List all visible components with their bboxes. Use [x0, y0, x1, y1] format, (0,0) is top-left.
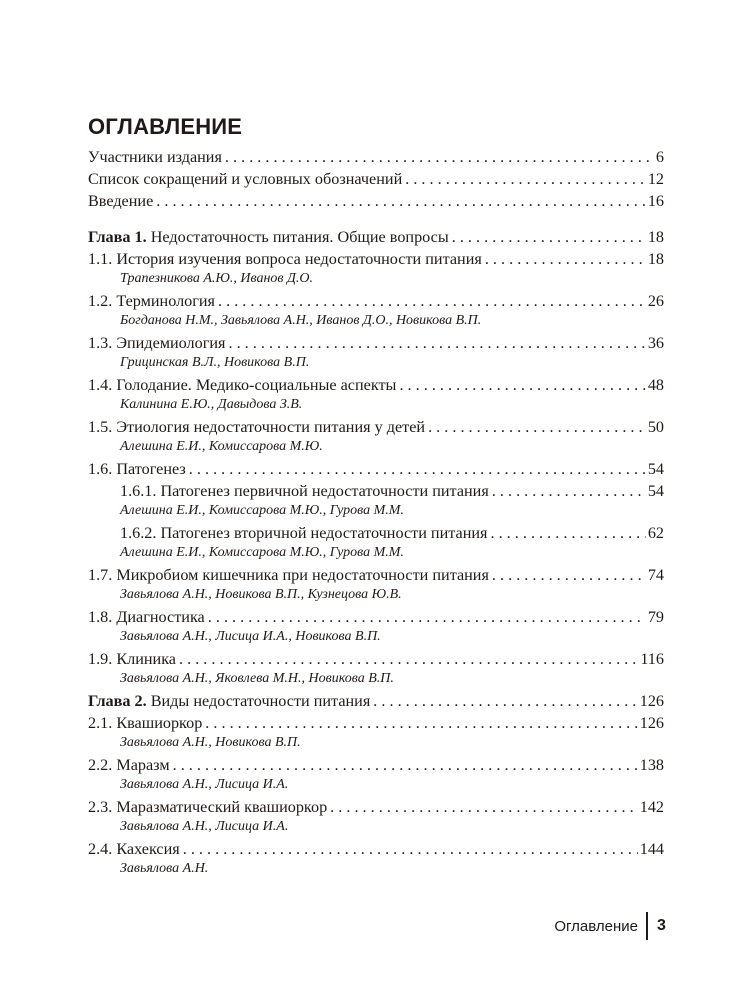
leader-dots: [330, 796, 638, 818]
entry-page: 12: [647, 170, 664, 188]
entry-label: 1.9. Клиника: [88, 650, 176, 668]
entry-authors: Трапезникова А.Ю., Иванов Д.О.: [120, 271, 314, 286]
entry-label: 1.1. История изучения вопроса недостаточности питания: [88, 250, 482, 268]
entry-label: 1.6.1. Патогенез первичной недостаточности питания: [120, 482, 489, 500]
entry-label: 1.8. Диагностика: [88, 608, 205, 626]
entry-label: 1.6. Патогенез: [88, 460, 186, 478]
entry-label: [88, 690, 370, 712]
leader-dots: [492, 480, 646, 502]
entry-authors: Алешина Е.И., Комиссарова М.Ю., Гурова М.М.: [120, 545, 404, 560]
entry-label: 2.3. Маразматический квашиоркор: [88, 798, 328, 816]
entry-page: 50: [647, 418, 664, 436]
footer-divider: [646, 912, 648, 940]
entry-page: 18: [647, 228, 664, 246]
page-footer: [0, 912, 750, 942]
entry-label: 1.7. Микробиом кишечника при недостаточности питания: [88, 566, 489, 584]
entry-label: 1.2. Терминология: [88, 292, 216, 310]
toc-entry-1-6-2[interactable]: [88, 522, 664, 544]
leader-dots: [492, 564, 646, 586]
leader-dots: [373, 690, 637, 712]
leader-dots: [399, 374, 645, 396]
running-footer-section: Оглавление: [554, 918, 638, 935]
entry-authors: Завьялова А.Н., Лисица И.А.: [120, 819, 289, 834]
toc-entry-introduction[interactable]: [88, 190, 664, 212]
entry-label: 1.5. Этиология недостаточности питания у детей: [88, 418, 426, 436]
entry-authors: Алешина Е.И., Комиссарова М.Ю., Гурова М.М.: [120, 503, 404, 518]
entry-page: 138: [639, 756, 664, 774]
toc-entries: [88, 146, 664, 880]
chapter-prefix: Глава 2.: [88, 692, 147, 710]
entry-page: 36: [647, 334, 664, 352]
entry-label: [88, 226, 449, 248]
toc-entry-1-6-1[interactable]: [88, 480, 664, 502]
leader-dots: [183, 838, 638, 860]
entry-authors: Завьялова А.Н., Лисица И.А., Новикова В.П.: [120, 629, 381, 644]
entry-page: 116: [640, 650, 664, 668]
toc-entry-1-7[interactable]: [88, 564, 664, 586]
entry-page: 142: [639, 798, 664, 816]
entry-page: 126: [639, 692, 664, 710]
toc-entry-1-1[interactable]: [88, 248, 664, 270]
toc-entry-chapter-1[interactable]: [88, 226, 664, 248]
chapter-prefix: Глава 1.: [88, 228, 147, 246]
entry-page: 26: [647, 292, 664, 310]
entry-label: Список сокращений и условных обозначений: [88, 170, 403, 188]
entry-label: 1.3. Эпидемиология: [88, 334, 226, 352]
entry-authors: Завьялова А.Н.: [120, 861, 209, 876]
leader-dots: [189, 458, 646, 480]
leader-dots: [228, 332, 645, 354]
entry-page: 54: [647, 482, 664, 500]
page-number: 3: [657, 917, 666, 934]
entry-page: 74: [647, 566, 664, 584]
chapter-title: Виды недостаточности питания: [150, 692, 371, 710]
toc-entry-1-6[interactable]: [88, 458, 664, 480]
toc-entry-2-4[interactable]: [88, 838, 664, 860]
toc-entry-1-2[interactable]: [88, 290, 664, 312]
leader-dots: [490, 522, 645, 544]
leader-dots: [173, 754, 638, 776]
toc-entry-contributors[interactable]: [88, 146, 664, 168]
leader-dots: [208, 606, 646, 628]
entry-authors: Грицинская В.Л., Новикова В.П.: [120, 355, 310, 370]
leader-dots: [452, 226, 646, 248]
toc-entry-1-3[interactable]: [88, 332, 664, 354]
toc-title: ОГЛАВЛЕНИЕ: [88, 114, 243, 139]
entry-page: 79: [647, 608, 664, 626]
entry-authors: Завьялова А.Н., Новикова В.П., Кузнецова Ю.В.: [120, 587, 402, 602]
entry-authors: Калинина Е.Ю., Давыдова З.В.: [120, 397, 303, 412]
leader-dots: [485, 248, 646, 270]
toc-entry-2-2[interactable]: [88, 754, 664, 776]
entry-authors: Алешина Е.И., Комиссарова М.Ю.: [120, 439, 323, 454]
entry-authors: Завьялова А.Н., Новикова В.П.: [120, 735, 301, 750]
leader-dots: [428, 416, 646, 438]
toc-entry-abbreviations[interactable]: [88, 168, 664, 190]
entry-page: 126: [639, 714, 664, 732]
chapter-title: Недостаточность питания. Общие вопросы: [150, 228, 449, 246]
entry-label: 2.4. Кахексия: [88, 840, 180, 858]
entry-page: 6: [655, 148, 664, 166]
entry-authors: Богданова Н.М., Завьялова А.Н., Иванов Д.О., Новикова В.П.: [120, 313, 482, 328]
leader-dots: [156, 190, 646, 212]
entry-authors: Завьялова А.Н., Яковлева М.Н., Новикова В.П.: [120, 671, 394, 686]
toc-entry-2-3[interactable]: [88, 796, 664, 818]
entry-page: 18: [647, 250, 664, 268]
entry-label: Введение: [88, 192, 154, 210]
toc-entry-2-1[interactable]: [88, 712, 664, 734]
leader-dots: [218, 290, 646, 312]
entry-page: 48: [647, 376, 664, 394]
leader-dots: [179, 648, 638, 670]
entry-page: 144: [639, 840, 664, 858]
leader-dots: [225, 146, 654, 168]
entry-label: 1.4. Голодание. Медико-социальные аспекты: [88, 376, 397, 394]
entry-label: Участники издания: [88, 148, 222, 166]
leader-dots: [205, 712, 637, 734]
entry-page: 16: [647, 192, 664, 210]
toc-entry-1-8[interactable]: [88, 606, 664, 628]
entry-label: 2.1. Квашиоркор: [88, 714, 203, 732]
entry-page: 54: [647, 460, 664, 478]
toc-entry-1-5[interactable]: [88, 416, 664, 438]
entry-label: 1.6.2. Патогенез вторичной недостаточности питания: [120, 524, 488, 542]
leader-dots: [405, 168, 646, 190]
toc-entry-1-9[interactable]: [88, 648, 664, 670]
entry-label: 2.2. Маразм: [88, 756, 170, 774]
toc-entry-chapter-2[interactable]: [88, 690, 664, 712]
entry-authors: Завьялова А.Н., Лисица И.А.: [120, 777, 289, 792]
toc-entry-1-4[interactable]: [88, 374, 664, 396]
entry-page: 62: [647, 524, 664, 542]
